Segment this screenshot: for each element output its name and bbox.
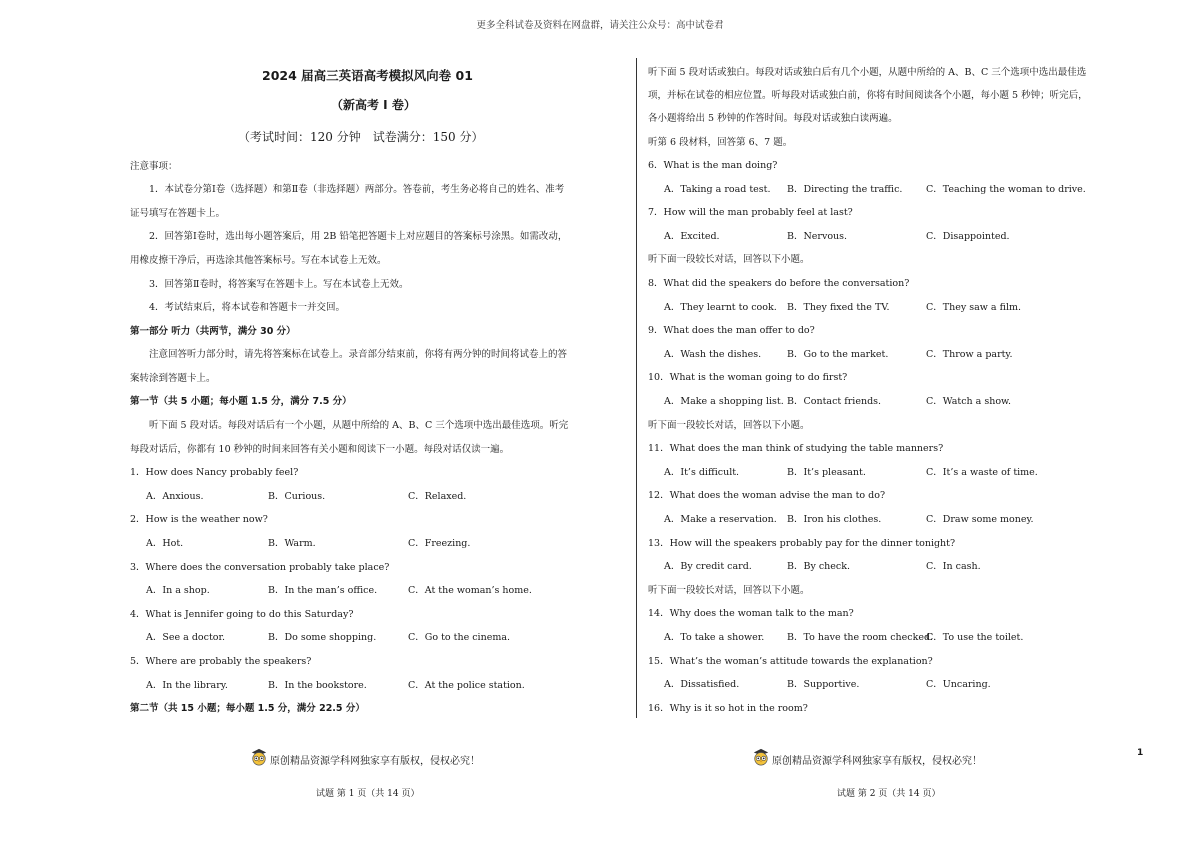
- option-b: B．It’s pleasant.: [787, 467, 866, 478]
- option-c: C．At the police station.: [408, 680, 525, 691]
- section1-title: 第一节（共 5 小题；每小题 1.5 分，满分 7.5 分）: [130, 396, 352, 407]
- section1-desc: 每段对话后，你都有 10 秒钟的时间来回答有关小题和阅读下一小题。每段对话仅读一遍。: [130, 444, 510, 455]
- owl-logo-icon: [752, 748, 770, 766]
- question-stem: 10．What is the woman going to do first?: [648, 372, 848, 383]
- option-b: B．Iron his clothes.: [787, 514, 882, 525]
- question-stem: 15．What’s the woman’s attitude towards the explanation?: [648, 656, 933, 667]
- section1-desc: 听下面 5 段对话。每段对话后有一个小题，从题中所给的 A、B、C 三个选项中选出最佳选项。听完: [149, 420, 569, 431]
- option-c: C．It’s a waste of time.: [926, 467, 1038, 478]
- question-stem: 7．How will the man probably feel at last?: [648, 207, 853, 218]
- page-number: 1: [1137, 748, 1144, 758]
- footer-page-label: 试题 第 2 页（共 14 页）: [837, 789, 941, 799]
- owl-logo-icon: [250, 748, 268, 766]
- part1-desc: 案转涂到答题卡上。: [130, 373, 216, 384]
- option-a: A．In the library.: [146, 680, 228, 691]
- question-stem: 6．What is the man doing?: [648, 160, 778, 171]
- option-c: C．To use the toilet.: [926, 632, 1024, 643]
- section2-title: 第二节（共 15 小题；每小题 1.5 分，满分 22.5 分）: [130, 703, 365, 714]
- exam-time: （考试时间：120 分钟 试卷满分：150 分）: [238, 130, 484, 144]
- option-b: B．Do some shopping.: [268, 632, 377, 643]
- option-c: C．Uncaring.: [926, 679, 991, 690]
- notice-title: 注意事项：: [130, 161, 178, 172]
- page-subtitle: （新高考 I 卷）: [331, 98, 416, 112]
- option-c: C．Watch a show.: [926, 396, 1012, 407]
- option-c: C．Throw a party.: [926, 349, 1013, 360]
- intro-line: 各小题将给出 5 秒钟的作答时间。每段对话或独白读两遍。: [648, 113, 898, 124]
- option-a: A．They learnt to cook.: [664, 302, 777, 313]
- question-stem: 11．What does the man think of studying the table manners?: [648, 443, 944, 454]
- notice-line: 2．回答第Ⅰ卷时，选出每小题答案后，用 2B 铅笔把答题卡上对应题目的答案标号涂黑。如需改动，: [149, 231, 568, 242]
- option-a: A．In a shop.: [146, 585, 210, 596]
- option-b: B．Supportive.: [787, 679, 860, 690]
- option-b: B．Directing the traffic.: [787, 184, 903, 195]
- intro-line: 听下面 5 段对话或独白。每段对话或独白后有几个小题，从题中所给的 A、B、C 三个选项中选出最佳选: [648, 67, 1087, 78]
- material-heading: 听下面一段较长对话，回答以下小题。: [648, 254, 810, 265]
- option-c: C．They saw a film.: [926, 302, 1022, 313]
- notice-line: 4．考试结束后，将本试卷和答题卡一并交回。: [149, 302, 346, 313]
- option-b: B．Nervous.: [787, 231, 848, 242]
- option-b: B．In the man’s office.: [268, 585, 378, 596]
- column-divider: [636, 58, 637, 718]
- option-c: C．Freezing.: [408, 538, 471, 549]
- footer-copyright: 原创精品资源学科网独家享有版权，侵权必究！: [772, 756, 982, 767]
- option-a: A．Make a shopping list.: [664, 396, 784, 407]
- option-c: C．Go to the cinema.: [408, 632, 511, 643]
- option-c: C．Relaxed.: [408, 491, 467, 502]
- option-b: B．Curious.: [268, 491, 326, 502]
- question-stem: 14．Why does the woman talk to the man?: [648, 608, 854, 619]
- page-title: 2024 届高三英语高考模拟风向卷 01: [262, 68, 473, 83]
- footer-page-label: 试题 第 1 页（共 14 页）: [316, 789, 420, 799]
- question-stem: 5．Where are probably the speakers?: [130, 656, 312, 667]
- option-a: A．By credit card.: [664, 561, 752, 572]
- option-a: A．Excited.: [664, 231, 720, 242]
- option-a: A．Wash the dishes.: [664, 349, 762, 360]
- option-b: B．Go to the market.: [787, 349, 889, 360]
- option-a: A．See a doctor.: [146, 632, 225, 643]
- question-stem: 3．Where does the conversation probably take place?: [130, 562, 390, 573]
- notice-line: 证号填写在答题卡上。: [130, 208, 226, 219]
- material-heading: 听下面一段较长对话，回答以下小题。: [648, 585, 810, 596]
- question-stem: 16．Why is it so hot in the room?: [648, 703, 808, 714]
- option-b: B．In the bookstore.: [268, 680, 367, 691]
- option-a: A．Anxious.: [146, 491, 204, 502]
- option-a: A．Hot.: [146, 538, 184, 549]
- option-a: A．It’s difficult.: [664, 467, 740, 478]
- question-stem: 13．How will the speakers probably pay for the dinner tonight?: [648, 538, 956, 549]
- option-c: C．In cash.: [926, 561, 981, 572]
- material-heading: 听第 6 段材料，回答第 6、7 题。: [648, 137, 793, 148]
- material-heading: 听下面一段较长对话，回答以下小题。: [648, 420, 810, 431]
- footer-copyright: 原创精品资源学科网独家享有版权，侵权必究！: [270, 756, 480, 767]
- question-stem: 2．How is the weather now?: [130, 514, 268, 525]
- part1-title: 第一部分 听力（共两节，满分 30 分）: [130, 326, 296, 337]
- option-c: C．Draw some money.: [926, 514, 1034, 525]
- notice-line: 3．回答第Ⅱ卷时，将答案写在答题卡上。写在本试卷上无效。: [149, 279, 409, 290]
- option-b: B．They fixed the TV.: [787, 302, 890, 313]
- option-a: A．Make a reservation.: [664, 514, 777, 525]
- question-stem: 9．What does the man offer to do?: [648, 325, 815, 336]
- question-stem: 1．How does Nancy probably feel?: [130, 467, 299, 478]
- question-stem: 8．What did the speakers do before the conversation?: [648, 278, 910, 289]
- option-a: A．To take a shower.: [664, 632, 765, 643]
- option-a: A．Taking a road test.: [664, 184, 771, 195]
- part1-desc: 注意回答听力部分时，请先将答案标在试卷上。录音部分结束前，你将有两分钟的时间将试卷上的答: [149, 349, 568, 360]
- option-b: B．Warm.: [268, 538, 316, 549]
- question-stem: 12．What does the woman advise the man to do?: [648, 490, 886, 501]
- notice-line: 用橡皮擦干净后，再选涂其他答案标号。写在本试卷上无效。: [130, 255, 387, 266]
- option-c: C．Disappointed.: [926, 231, 1010, 242]
- intro-line: 项，并标在试卷的相应位置。听每段对话或独白前，你将有时间阅读各个小题，每小题 5 秒钟；听完后，: [648, 90, 1088, 101]
- option-b: B．By check.: [787, 561, 851, 572]
- question-stem: 4．What is Jennifer going to do this Saturday?: [130, 609, 354, 620]
- option-b: B．Contact friends.: [787, 396, 882, 407]
- top-note: 更多全科试卷及资料在网盘群，请关注公众号：高中试卷君: [476, 20, 724, 31]
- option-c: C．At the woman’s home.: [408, 585, 532, 596]
- option-c: C．Teaching the woman to drive.: [926, 184, 1086, 195]
- option-a: A．Dissatisfied.: [664, 679, 740, 690]
- notice-line: 1．本试卷分第Ⅰ卷（选择题）和第Ⅱ卷（非选择题）两部分。答卷前，考生务必将自己的姓名、准考: [149, 184, 565, 195]
- option-b: B．To have the room checked.: [787, 632, 934, 643]
